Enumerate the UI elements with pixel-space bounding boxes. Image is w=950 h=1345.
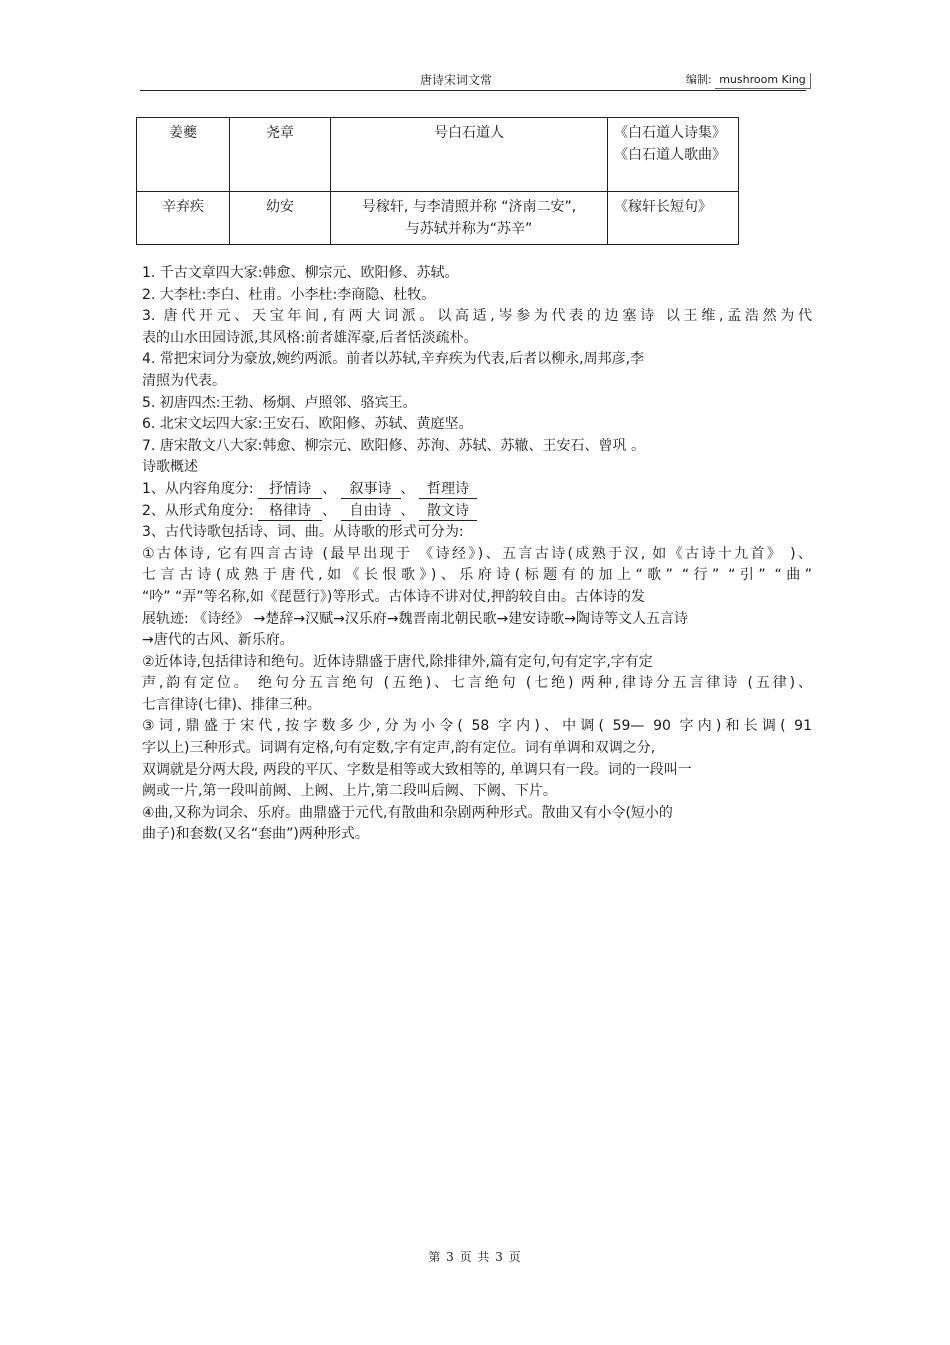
page-footer: 第 3 页 共 3 页 xyxy=(428,1250,522,1264)
paragraph-line: ③词,鼎盛于宋代,按字数多少,分为小令( 58 字内)、中调( 59— 90 字内)和长调( 91 xyxy=(142,718,812,735)
content-label: 1、从内容角度分: xyxy=(142,480,254,497)
poet-hao: 号白石道人 xyxy=(331,118,608,192)
poet-name: 姜夔 xyxy=(137,118,230,192)
blank-answer: 格律诗 xyxy=(258,502,322,521)
blank-answer: 哲理诗 xyxy=(419,480,477,499)
list-item: 7. 唐宋散文八大家:韩愈、柳宗元、欧阳修、苏洵、苏轼、苏辙、王安石、曾巩 。 xyxy=(142,437,645,454)
paragraph-line: 七言律诗(七律)、排律三种。 xyxy=(142,696,321,713)
poet-name: 辛弃疾 xyxy=(137,192,230,245)
document-title: 唐诗宋词文常 xyxy=(420,73,493,87)
paragraph-line: ①古体诗, 它有四言古诗 (最早出现于 《诗经》)、五言古诗(成熟于汉, 如《古诗十九首》 )、 xyxy=(142,545,812,562)
poet-hao-line: 与苏轼并称为“苏辛” xyxy=(405,221,533,237)
editor-name: mushroom King xyxy=(715,73,811,89)
list-item: 4. 常把宋词分为豪放,婉约两派。前者以苏轼,辛弃疾为代表,后者以柳永,周邦彦,李 xyxy=(142,351,645,368)
poet-works: 《白石道人诗集》《白石道人歌曲》 xyxy=(608,118,739,192)
form-label: 2、从形式角度分: xyxy=(142,502,254,519)
editor-label: 编制: xyxy=(686,73,712,86)
list-item: 表的山水田园诗派,其风格:前者雄浑豪,后者恬淡疏朴。 xyxy=(142,329,478,346)
table-row xyxy=(137,118,739,192)
paragraph-line: 曲子)和套数(又名“套曲”)两种形式。 xyxy=(142,826,369,843)
poet-hao-line: 号稼轩, 与李清照并称 “济南二安”, xyxy=(361,199,577,215)
list-item: 3. 唐代开元、天宝年间,有两大词派。以高适,岑参为代表的边塞诗 以王维,孟浩然为代 xyxy=(142,308,812,325)
separator: 、 xyxy=(322,480,337,497)
list-item: 5. 初唐四杰:王勃、杨炯、卢照邻、骆宾王。 xyxy=(142,394,417,411)
blank-answer: 抒情诗 xyxy=(258,480,322,499)
paragraph-line: “吟” “弄”等名称,如《琵琶行》)等形式。古体诗不讲对仗,押韵较自由。古体诗的发 xyxy=(142,588,645,605)
list-item: 2. 大李杜:李白、杜甫。小李杜:李商隐、杜牧。 xyxy=(142,286,436,303)
paragraph-line: ④曲,又称为词余、乐府。曲鼎盛于元代,有散曲和杂剧两种形式。散曲又有小令(短小的 xyxy=(142,804,673,821)
paragraph-line: 阙或一片,第一段叫前阙、上阙、上片,第二段叫后阙、下阙、下片。 xyxy=(142,783,557,800)
list-item: 1. 千古文章四大家:韩愈、柳宗元、欧阳修、苏轼。 xyxy=(142,265,459,281)
poet-zi: 尧章 xyxy=(230,118,331,192)
poet-hao xyxy=(331,192,608,245)
paragraph-line: 字以上)三种形式。词调有定格,句有定数,字有定声,韵有定位。词有单调和双调之分, xyxy=(142,740,656,757)
blank-answer: 叙事诗 xyxy=(341,480,401,499)
body-text xyxy=(142,263,812,846)
poet-zi: 幼安 xyxy=(230,192,331,245)
content-classification xyxy=(142,479,812,501)
separator: 、 xyxy=(322,502,337,519)
poet-works: 《稼轩长短句》 xyxy=(608,192,739,245)
section-heading: 诗歌概述 xyxy=(142,459,198,476)
form-classification xyxy=(142,501,812,523)
separator: 、 xyxy=(400,502,415,519)
list-item: 6. 北宋文坛四大家:王安石、欧阳修、苏轼、黄庭坚。 xyxy=(142,416,473,433)
editor-credit xyxy=(686,71,811,87)
list-item: 3、古代诗歌包括诗、词、曲。从诗歌的形式可分为: xyxy=(142,524,464,541)
paragraph-line: ②近体诗,包括律诗和绝句。近体诗鼎盛于唐代,除排律外,篇有定句,句有定字,字有定 xyxy=(142,653,653,670)
paragraph-line: 七言古诗(成熟于唐代,如《长恨歌》)、乐府诗(标题有的加上“歌” “行” “引” “曲” xyxy=(142,567,812,584)
separator: 、 xyxy=(400,480,415,497)
blank-answer: 散文诗 xyxy=(419,502,477,521)
paragraph-line: →唐代的古风、新乐府。 xyxy=(142,632,294,649)
paragraph-line: 展轨迹: 《诗经》 →楚辞→汉赋→汉乐府→魏晋南北朝民歌→建安诗歌→陶诗等文人五言诗 xyxy=(142,610,688,627)
header-divider xyxy=(140,90,806,91)
paragraph-line: 声,韵有定位。 绝句分五言绝句 (五绝)、七言绝句 (七绝) 两种,律诗分五言律诗 (五律)、 xyxy=(142,675,812,692)
table-row xyxy=(137,192,739,245)
paragraph-line: 双调就是分两大段, 两段的平仄、字数是相等或大致相等的, 单调只有一段。词的一段叫一 xyxy=(142,761,692,778)
list-item: 清照为代表。 xyxy=(142,372,226,389)
blank-answer: 自由诗 xyxy=(341,502,401,521)
poets-table xyxy=(136,117,739,245)
